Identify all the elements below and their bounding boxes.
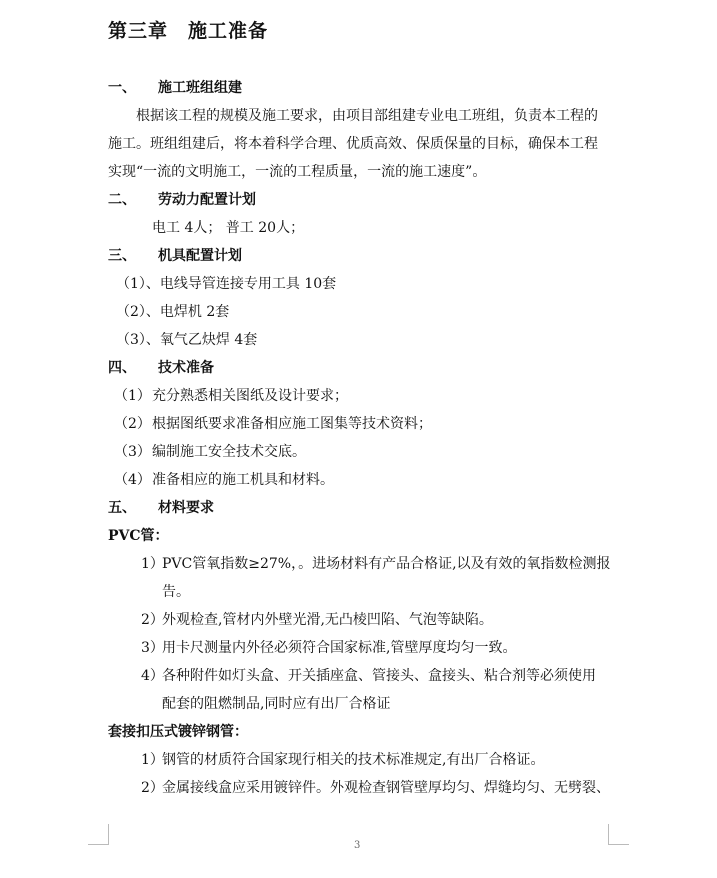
steel-item-label: 1） xyxy=(141,752,164,768)
section-title: 技术准备 xyxy=(158,360,214,376)
pvc-item-label: 1） xyxy=(141,556,164,572)
tech-item-text: 根据图纸要求准备相应施工图集等技术资料； xyxy=(152,416,432,432)
tech-item xyxy=(114,470,334,490)
pvc-item-text: 外观检查,管材内外壁光滑,无凸棱凹陷、气泡等缺陷。 xyxy=(162,612,493,628)
section-number: 一、 xyxy=(108,80,136,96)
section-title: 劳动力配置计划 xyxy=(158,192,256,208)
paragraph-line: 实现“一流的文明施工，一流的工程质量，一流的施工速度”。 xyxy=(108,164,487,180)
tech-item xyxy=(114,414,432,434)
steel-item-label: 2） xyxy=(141,780,164,796)
pvc-item-text: 用卡尺测量内外径必须符合国家标准,管壁厚度均匀一致。 xyxy=(162,640,517,656)
section-title: 材料要求 xyxy=(158,500,214,516)
pvc-item-text: 告。 xyxy=(162,584,190,600)
section-number: 五、 xyxy=(108,500,136,516)
tech-item xyxy=(114,386,348,406)
pvc-item-label: 2） xyxy=(141,612,164,628)
section-title: 施工班组组建 xyxy=(158,80,242,96)
tech-item-text: 编制施工安全技术交底。 xyxy=(152,444,306,460)
paragraph-line: 施工。班组组建后，将本着科学合理、优质高效、保质保量的目标，确保本工程 xyxy=(108,136,598,152)
pvc-item-label: 4） xyxy=(141,668,164,684)
equipment-item: （3）、氧气乙炔焊 4套 xyxy=(116,332,258,348)
section-title: 机具配置计划 xyxy=(158,248,242,264)
steel-item-text: 钢管的材质符合国家现行相关的技术标准规定,有出厂合格证。 xyxy=(162,752,545,768)
tech-item-text: 充分熟悉相关图纸及设计要求； xyxy=(152,388,348,404)
tech-item-text: 准备相应的施工机具和材料。 xyxy=(152,472,334,488)
pvc-item-text: 配套的阻燃制品,同时应有出厂合格证 xyxy=(162,696,391,712)
page-number: 3 xyxy=(354,840,361,851)
steel-heading: 套接扣压式镀锌钢管： xyxy=(108,724,248,740)
equipment-item: （2）、电焊机 2套 xyxy=(116,304,230,320)
crop-mark-left xyxy=(88,824,109,845)
crop-mark-right xyxy=(608,824,629,845)
equipment-item: （1）、电线导管连接专用工具 10套 xyxy=(116,276,337,292)
steel-item-text: 金属接线盒应采用镀锌件。外观检查钢管壁厚均匀、焊缝均匀、无劈裂、 xyxy=(162,780,610,796)
tech-item-label: （3） xyxy=(114,444,151,460)
labor-text: 电工 4人； 普工 20人； xyxy=(152,220,305,236)
tech-item xyxy=(114,442,306,462)
tech-item-label: （2） xyxy=(114,416,151,432)
pvc-item-text: 各种附件如灯头盒、开关插座盒、管接头、盒接头、粘合剂等必须使用 xyxy=(162,668,596,684)
section-number: 四、 xyxy=(108,360,136,376)
section-number: 三、 xyxy=(108,248,136,264)
tech-item-label: （4） xyxy=(114,472,151,488)
pvc-item-text: PVC管氧指数≥27%，。进场材料有产品合格证,以及有效的氧指数检测报 xyxy=(162,556,611,572)
pvc-heading: PVC管： xyxy=(108,528,169,544)
tech-item-label: （1） xyxy=(114,388,151,404)
chapter-title: 第三章 施工准备 xyxy=(108,20,269,42)
paragraph-line: 根据该工程的规模及施工要求，由项目部组建专业电工班组，负责本工程的 xyxy=(136,108,598,124)
pvc-item-label: 3） xyxy=(141,640,164,656)
section-number: 二、 xyxy=(108,192,136,208)
